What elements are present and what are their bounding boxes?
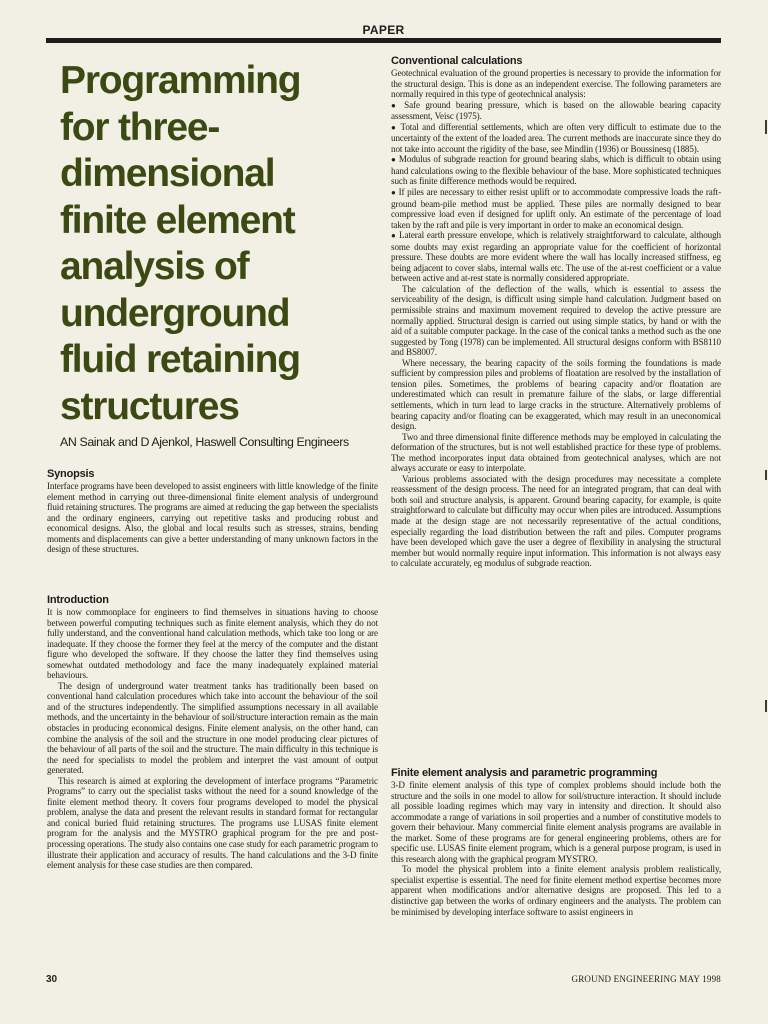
authors-line: AN Sainak and D Ajenkol, Haswell Consulting Engineers: [60, 435, 349, 449]
introduction-heading: Introduction: [47, 594, 109, 606]
section-header: [46, 22, 721, 44]
paragraph: This research is aimed at exploring the development of interface programs “Parametric Programs” to carry out the specialist tasks without the need for a sound knowledge of the finite element method theory. It covers four programs developed to model the physical problem, analyse the data and present the relevant results in standard format for rectangular and conical buried fluid retaining structures. The programs use LUSAS finite element program for the analysis and the MYSTRO graphical program for the pre and post-processing operations. The study also contains one case study for each parametric program to illustrate their application and accuracy of results. The hand calculations and the 3-D finite element analysis for these case studies are then compared.: [47, 775, 378, 871]
section-label: PAPER: [362, 23, 405, 37]
finite-element-section: [391, 767, 721, 917]
title-line: finite element: [60, 198, 295, 242]
title-line: underground: [60, 291, 290, 335]
title-line: for three-: [60, 105, 220, 149]
page-number: 30: [46, 974, 58, 985]
title-line: fluid retaining: [60, 338, 300, 381]
conventional-section: [391, 55, 721, 569]
journal-footer: GROUND ENGINEERING MAY 1998: [571, 974, 721, 984]
introduction-section: [47, 594, 378, 871]
synopsis-heading: Synopsis: [47, 468, 95, 480]
finite-element-heading: Finite element analysis and parametric programming: [391, 767, 658, 779]
right-column: [391, 55, 722, 917]
title-line: analysis of: [60, 245, 249, 288]
scan-edge-mark: [765, 470, 767, 480]
title-line: Programming: [60, 59, 301, 102]
header-rule: [46, 38, 721, 43]
paragraph: To model the physical problem into a finite element analysis problem realistically, specialist expertise is essential. The need for finite element method expertise becomes more apparent when modifications and/or alternative designs are proposed. This led to a distinctive gap between the works of ordinary engineers and the analysts. The problem can be minimised by developing interface software to assist engineers in: [391, 864, 721, 917]
paragraph: 3-D finite element analysis of this type of complex problems should include both the structure and the soils in one model to allow for soil/structure interaction. It should include all possible loading regimes which may vary in intensity and direction. It should also accommodate a range of variations in soil properties and a number of constitutive models to govern their behaviour. Many commercial finite element analysis programs are available in the market. Some of these programs are for general engineering problems, others are for specific use. LUSAS finite element program, which is a general purpose program, is used in this research along with the graphical program MYSTRO.: [391, 780, 721, 864]
paragraph: Where necessary, the bearing capacity of the soils forming the foundations is made sufficient by compression piles and problems of floatation are resolved by the installation of tension piles. Sometimes, the problems of bearing capacity and/or floatation are underestimated which can result in premature failure of the slabs, or large differential settlements, which in turn lead to large cracks in the structure. Alternatively problems of bearing capacity and/or floating can be exaggerated, which may result in an uneconomical design.: [391, 357, 721, 432]
paragraph: Two and three dimensional finite difference methods may be employed in calculating the deformation of the structures, but is not well established practice for these type of problems. The method incorporates input data obtained from geotechnical analyses, which are not always accurate or easy to interpolate.: [391, 431, 721, 474]
article-title: [47, 58, 378, 430]
title-line: structures: [60, 384, 239, 428]
bullet-item: ● If piles are necessary to either resist uplift or to accommodate compressive loads the raft-ground beam-pile method must be applied. These piles are normally designed to bear compressive load even if designed for uplift only. An estimate of the percentage of load taken by the raft and pile is very important in order to make an economical design.: [391, 187, 721, 230]
paragraph: The calculation of the deflection of the walls, which is essential to assess the serviceability of the design, is difficult using simple hand calculation. Judgment based on permissible strains and maximum movement required to develop the active pressure are normally applied. Structural design is carried out using simple statics, by hand or with the aid of a suitable computer package. In the case of the conical tanks a method such as the one suggested by Tong (1978) can be implemented. All structural designs conform with BS8110 and BS8007.: [391, 283, 721, 358]
paragraph: Various problems associated with the design procedures may necessitate a complete reassessment of the design process. The need for an integrated program, that can deal with both soil and structure analysis, is apparent. Ground bearing capacity, for example, is quite straightforward to calculate but difficulty may occur when piles are introduced. Assumptions made at the design stage are not necessarily representative of the actual conditions, especially regarding the load distribution between the raft and piles. Computer programs have been developed which gave the user a degree of flexibility in analysing the structural member but would normally require input information. This information is not always easy to calculate accurately, eg modulus of subgrade reaction.: [391, 473, 721, 569]
bullet-item: ● Total and differential settlements, which are often very difficult to estimate due to the uncertainty of the extent of the loaded area. The current methods are inaccurate since they do not take into account the rigidity of the base, see Mindlin (1936) or Boussinesq (1885).: [391, 122, 721, 155]
scan-edge-mark: [765, 120, 767, 134]
left-column: [47, 58, 378, 871]
synopsis-section: [47, 468, 378, 555]
scan-edge-mark: [765, 700, 767, 712]
bullet-item: ● Lateral earth pressure envelope, which is relatively straightforward to calculate, although some doubts may exist regarding an appropriate value for the coefficient of horizontal pressure. These doubts are more evident where the wall has locally increased stiffness, eg being adjacent to cover slabs, internal walls etc. The use of the at-rest coefficient or a value between active and at-rest state is normally considered appropriate.: [391, 230, 721, 284]
paragraph: The design of underground water treatment tanks has traditionally been based on conventional hand calculation procedures which take into account the behaviour of the soil and of the structures independently. The simplified assumptions necessary in all available methods, and the uncertainty in the behaviour of soil/structure interaction remain as the main obstacles in producing economical designs. Finite element analysis, on the other hand, can combine the analysis of the soil and the structure in one model producing clear pictures of the behaviour of all parts of the soil and the structure. The main difficulty in this technique is the need for specialists to model the problem and interpret the vast amount of output generated.: [47, 680, 378, 776]
bullet-item: ● Modulus of subgrade reaction for ground bearing slabs, which is difficult to obtain using hand calculations owing to the flexible behaviour of the base. More sophisticated techniques such as finite difference methods would be required.: [391, 154, 721, 187]
bullet-item: ● Safe ground bearing pressure, which is based on the allowable bearing capacity assessment, Veisc (1975).: [391, 100, 721, 122]
paragraph: It is now commonplace for engineers to find themselves in situations having to choose between powerful computing techniques such as finite element analysis, which they do not fully understand, and the conventional hand calculation methods, which take too long or are inadequate. If they choose the former they feel at the mercy of the computer and the distant figure who developed the software. If they choose the latter they find themselves using somewhat outdated methodology and face the many inadequately explained material behaviours.: [47, 607, 378, 681]
paragraph: Geotechnical evaluation of the ground properties is necessary to provide the information for the structural design. This is done as an independent exercise. The following parameters are normally required in this type of geotechnical analysis:: [391, 68, 721, 100]
synopsis-text: Interface programs have been developed to assist engineers with little knowledge of the finite element method in carrying out three-dimensional finite element analysis of underground fluid retaining structures. The programs are aimed at reducing the gap between the specialists and the ordinary engineers, carrying out repetitive tasks and producing robust and economical designs. Also, the global and local results such as stresses, strains, bending moments and displacements can give a better understanding of many unknown factors in the design of these structures.: [47, 481, 378, 555]
conventional-heading: Conventional calculations: [391, 55, 523, 67]
title-line: dimensional: [60, 152, 275, 195]
